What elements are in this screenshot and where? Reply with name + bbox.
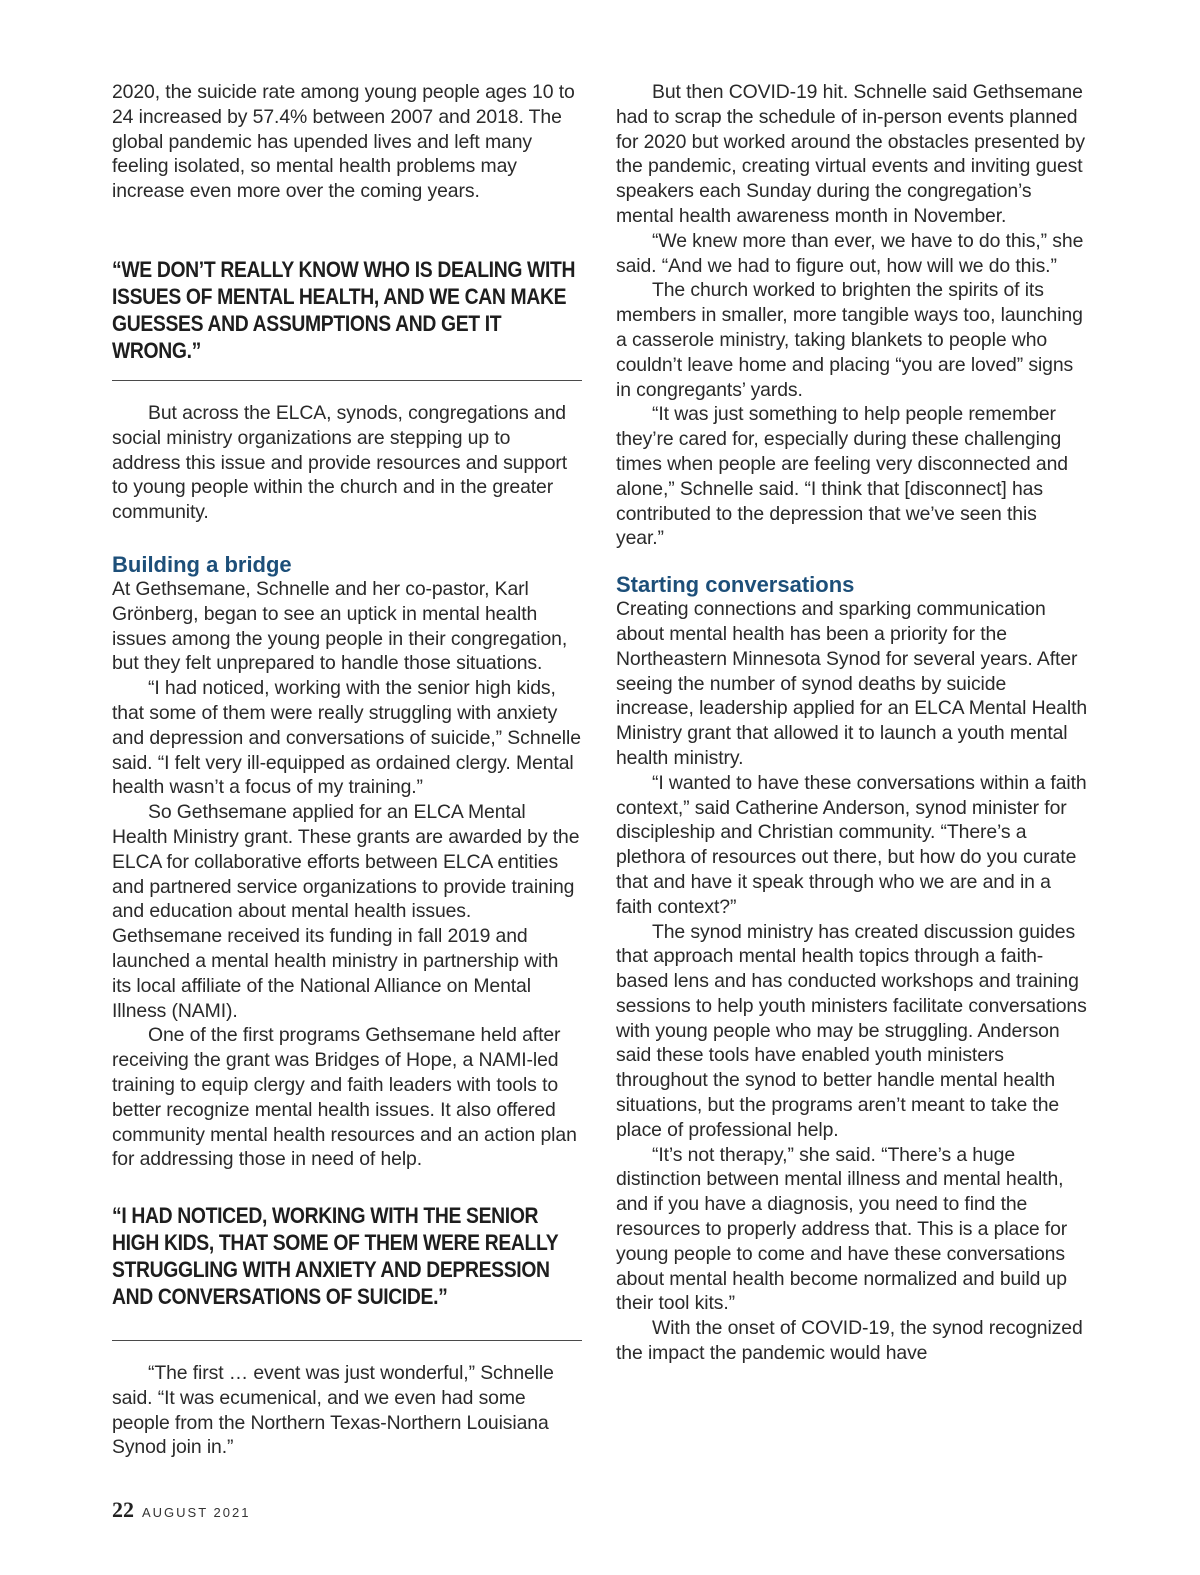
body-paragraph: At Gethsemane, Schnelle and her co-pastor, Karl Grönberg, began to see an uptick in mental health issues among the young people in their congregation, but they felt unprepared to handle those situations. (112, 577, 568, 675)
body-paragraph: The synod ministry has created discussion guides that approach mental health topics through a faith-based lens and has conducted workshops and training sessions to help youth ministers facilitate conversations with young people who may be struggling. Anderson said these tools have enabled youth ministers throughout the synod to better handle mental health situations, but the programs aren’t meant to take the place of professional help. (616, 920, 1087, 1141)
body-paragraph: “I wanted to have these conversations within a faith context,” said Catherine Anderson, synod minister for discipleship and Christian community. “There’s a plethora of resources out there, but how do you curate that and have it speak through who we are and in a faith context?” (616, 771, 1087, 918)
body-paragraph: With the onset of COVID-19, the synod recognized the impact the pandemic would have (616, 1317, 1083, 1365)
left-column (112, 80, 582, 1460)
body-paragraph: So Gethsemane applied for an ELCA Mental Health Ministry grant. These grants are awarded by the ELCA for collaborative efforts between ELCA entities and partnered service organizations to provide training and education about mental health issues. Gethsemane received its funding in fall 2019 and launched a mental health ministry in partnership with its local affiliate of the National Alliance on Mental Illness (NAMI). (112, 801, 580, 1022)
body-paragraph: “It was just something to help people remember they’re cared for, especially during these challenging times when people are feeling very disconnected and alone,” Schnelle said. “I think that [disconnect] has contributed to the depression that we’ve seen this year.” (616, 403, 1068, 550)
body-paragraph: 2020, the suicide rate among young people ages 10 to 24 increased by 57.4% between 2007 and 2018. The global pandemic has upended lives and left many feeling isolated, so mental health problems may increase even more over the coming years. (112, 81, 575, 203)
body-paragraph: One of the first programs Gethsemane held after receiving the grant was Bridges of Hope, a NAMI-led training to equip clergy and faith leaders with tools to better recognize mental health issues. It also offered community mental health resources and an action plan for addressing those in need of help. (112, 1024, 577, 1171)
body-paragraph: But across the ELCA, synods, congregations and social ministry organizations are stepping up to address this issue and provide resources and support to young people within the church and in the greater community. (112, 401, 568, 524)
pull-quote: “I HAD NOTICED, WORKING WITH THE SENIOR HIGH KIDS, THAT SOME OF THEM WERE REALLY STRUGGLING WITH ANXIETY AND DEPRESSION AND CONVERSATIONS OF SUICIDE.” (112, 1203, 558, 1310)
issue-date: AUGUST 2021 (142, 1505, 251, 1520)
right-column (616, 80, 1088, 1366)
body-paragraph: Creating connections and sparking communication about mental health has been a priority for the Northeastern Minnesota Synod for several years. After seeing the number of synod deaths by suicide increase, leadership applied for an ELCA Mental Health Ministry grant that allowed it to launch a youth mental health ministry. (616, 598, 1088, 769)
body-paragraph: “I had noticed, working with the senior high kids, that some of them were really struggling with anxiety and depression and conversations of suicide,” Schnelle said. “I felt very ill-equipped as ordained clergy. Mental health wasn’t a focus of my training.” (112, 677, 581, 799)
body-paragraph: The church worked to brighten the spirits of its members in smaller, more tangible ways too, launching a casserole ministry, taking blankets to people who couldn’t leave home and placing “you are loved” signs in congregants’ yards. (616, 279, 1083, 401)
body-paragraph: “We knew more than ever, we have to do this,” she said. “And we had to figure out, how will we do this.” (616, 229, 1084, 277)
body-paragraph: But then COVID-19 hit. Schnelle said Gethsemane had to scrap the schedule of in-person events planned for 2020 but worked around the obstacles presented by the pandemic, creating virtual events and inviting guest speakers each Sunday during the congregation’s mental health awareness month in November. (616, 81, 1086, 227)
body-paragraph: “The first … event was just wonderful,” Schnelle said. “It was ecumenical, and we even had some people from the Northern Texas-Northern Louisiana Synod join in.” (112, 1362, 554, 1459)
page-footer (112, 1497, 250, 1523)
section-heading: Starting conversations (616, 572, 855, 598)
divider-rule (112, 1340, 582, 1341)
body-paragraph: “It’s not therapy,” she said. “There’s a huge distinction between mental illness and mental health, and if you have a diagnosis, you need to find the resources to properly address that. This is a place for young people to come and have these conversations about mental health become normalized and build up their tool kits.” (616, 1143, 1068, 1315)
page-number: 22 (112, 1497, 134, 1522)
pull-quote: “WE DON’T REALLY KNOW WHO IS DEALING WITH ISSUES OF MENTAL HEALTH, AND WE CAN MAKE GUESSES AND ASSUMPTIONS AND GET IT WRONG.” (112, 256, 576, 363)
section-heading: Building a bridge (112, 551, 292, 577)
divider-rule (112, 380, 582, 381)
